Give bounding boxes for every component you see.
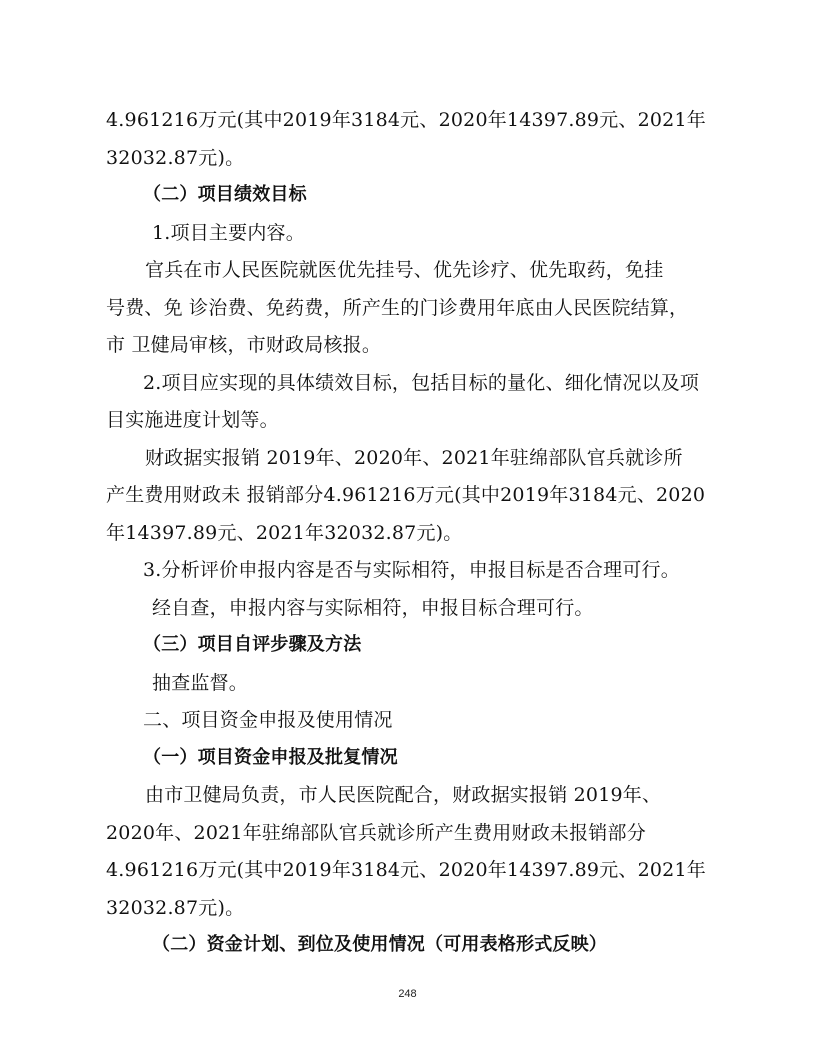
body-text-line: 4.961216万元(其中2019年3184元、2020年14397.89元、2021年 <box>106 859 706 881</box>
section-heading: （三）项目自评步骤及方法 <box>143 634 362 655</box>
body-text-line: 2020年、2021年驻绵部队官兵就诊所产生费用财政未报销部分 <box>106 822 646 844</box>
body-text-line: 由市卫健局负责，市人民医院配合，财政据实报销 2019年、 <box>145 784 662 806</box>
section-heading: （二）项目绩效目标 <box>143 184 307 205</box>
body-text-line: 3.分析评价申报内容是否与实际相符，申报目标是否合理可行。 <box>143 559 680 581</box>
body-text-line: 4.961216万元(其中2019年3184元、2020年14397.89元、2021年 <box>106 109 706 131</box>
body-text-line: 目实施进度计划等。 <box>106 409 279 431</box>
body-text-line: 市 卫健局审核，市财政局核报。 <box>106 334 382 356</box>
body-text-line: 官兵在市人民医院就医优先挂号、优先诊疗、优先取药，免挂 <box>145 259 664 281</box>
body-text-line: 财政据实报销 2019年、2020年、2021年驻绵部队官兵就诊所 <box>145 447 683 469</box>
body-text-line: 产生费用财政未 报销部分4.961216万元(其中2019年3184元、2020 <box>106 484 706 506</box>
body-text-line: 1.项目主要内容。 <box>152 222 305 244</box>
section-heading: （一）项目资金申报及批复情况 <box>143 747 398 768</box>
body-text-line: 经自查，申报内容与实际相符，申报目标合理可行。 <box>152 597 594 619</box>
body-text-line: 2.项目应实现的具体绩效目标，包括目标的量化、细化情况以及项 <box>143 372 700 394</box>
body-text-line: 号费、免 诊治费、免药费，所产生的门诊费用年底由人民医院结算， <box>106 297 689 319</box>
body-text-line: 抽查监督。 <box>152 672 249 694</box>
body-text-line: 32032.87元)。 <box>106 147 245 169</box>
page-number: 248 <box>398 988 417 1000</box>
section-heading: （二）资金计划、到位及使用情况（可用表格形式反映） <box>152 934 607 955</box>
chapter-heading: 二、项目资金申报及使用情况 <box>143 709 393 731</box>
body-text-line: 32032.87元)。 <box>106 897 245 919</box>
body-text-line: 年14397.89元、2021年32032.87元)。 <box>106 522 463 544</box>
